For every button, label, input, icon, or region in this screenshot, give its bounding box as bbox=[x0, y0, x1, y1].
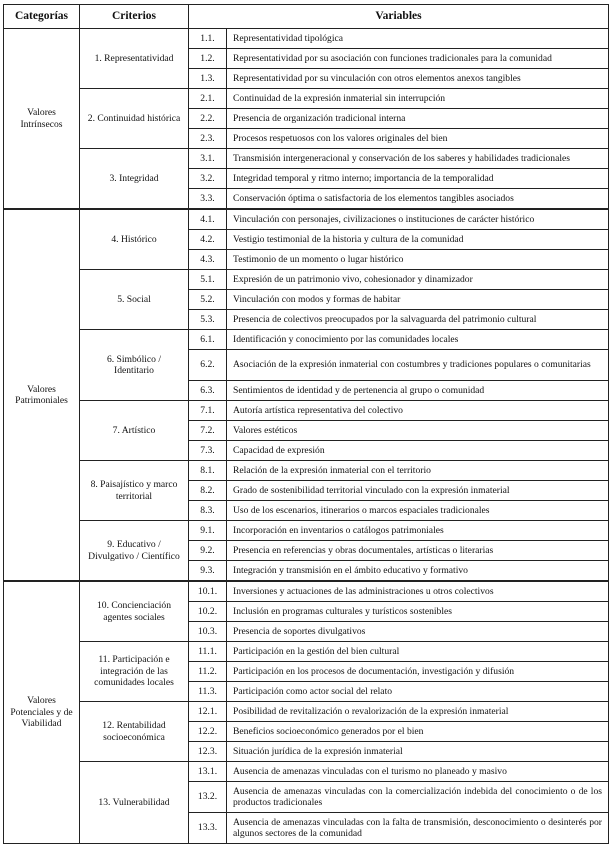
variable-text: Identificación y conocimiento por las comunidades locales bbox=[227, 330, 609, 350]
variable-text: Valores estéticos bbox=[227, 421, 609, 441]
variable-text: Presencia en referencias y obras documentales, artísticas o literarias bbox=[227, 541, 609, 561]
table-row bbox=[4, 29, 609, 49]
variable-number: 7.3. bbox=[189, 441, 227, 461]
table-row bbox=[4, 270, 609, 290]
variable-text: Vestigio testimonial de la historia y cultura de la comunidad bbox=[227, 230, 609, 250]
table-row bbox=[4, 521, 609, 541]
criteria-table bbox=[3, 4, 609, 844]
variable-text: Vinculación con modos y formas de habitar bbox=[227, 290, 609, 310]
table-row bbox=[4, 581, 609, 602]
variable-text: Integridad temporal y ritmo interno; importancia de la temporalidad bbox=[227, 169, 609, 189]
variable-text: Representatividad tipológica bbox=[227, 29, 609, 49]
variable-number: 1.2. bbox=[189, 49, 227, 69]
variable-number: 10.1. bbox=[189, 581, 227, 602]
criterion-cell: 9. Educativo / Divulgativo / Científico bbox=[80, 521, 189, 582]
variable-number: 5.2. bbox=[189, 290, 227, 310]
criterion-cell: 7. Artístico bbox=[80, 401, 189, 461]
header-criterios: Criterios bbox=[80, 5, 189, 29]
variable-number: 6.3. bbox=[189, 381, 227, 401]
variable-text: Representatividad por su asociación con funciones tradicionales para la comunidad bbox=[227, 49, 609, 69]
criterion-cell: 8. Paisajístico y marco territorial bbox=[80, 461, 189, 521]
criterion-cell: 5. Social bbox=[80, 270, 189, 330]
variable-text: Conservación óptima o satisfactoria de los elementos tangibles asociados bbox=[227, 189, 609, 210]
variable-text: Continuidad de la expresión inmaterial sin interrupción bbox=[227, 89, 609, 109]
table-row bbox=[4, 209, 609, 230]
variable-text: Ausencia de amenazas vinculadas con la comercialización indebida del conocimiento o de los productos tradicionales bbox=[227, 782, 609, 813]
variable-number: 13.1. bbox=[189, 762, 227, 782]
variable-number: 4.3. bbox=[189, 250, 227, 270]
criterion-cell: 6. Simbólico / Identitario bbox=[80, 330, 189, 401]
category-cell: Valores Intrínsecos bbox=[4, 29, 80, 210]
variable-number: 2.3. bbox=[189, 129, 227, 149]
variable-number: 1.3. bbox=[189, 69, 227, 89]
variable-number: 9.2. bbox=[189, 541, 227, 561]
variable-number: 12.2. bbox=[189, 722, 227, 742]
variable-text: Testimonio de un momento o lugar histórico bbox=[227, 250, 609, 270]
criterion-cell: 10. Concienciación agentes sociales bbox=[80, 581, 189, 642]
variable-text: Beneficios socioeconómico generados por el bien bbox=[227, 722, 609, 742]
variable-text: Uso de los escenarios, itinerarios o marcos espaciales tradicionales bbox=[227, 501, 609, 521]
variable-number: 6.1. bbox=[189, 330, 227, 350]
variable-number: 11.3. bbox=[189, 682, 227, 702]
table-row bbox=[4, 149, 609, 169]
variable-text: Relación de la expresión inmaterial con el territorio bbox=[227, 461, 609, 481]
variable-text: Integración y transmisión en el ámbito educativo y formativo bbox=[227, 561, 609, 582]
variable-text: Situación jurídica de la expresión inmaterial bbox=[227, 742, 609, 762]
table-row bbox=[4, 461, 609, 481]
criterion-cell: 12. Rentabilidad socioeconómica bbox=[80, 702, 189, 762]
variable-text: Sentimientos de identidad y de pertenencia al grupo o comunidad bbox=[227, 381, 609, 401]
variable-text: Grado de sostenibilidad territorial vinculado con la expresión inmaterial bbox=[227, 481, 609, 501]
criterion-cell: 13. Vulnerabilidad bbox=[80, 762, 189, 844]
header-categorias: Categorías bbox=[4, 5, 80, 29]
table-row bbox=[4, 702, 609, 722]
variable-number: 13.3. bbox=[189, 813, 227, 844]
variable-text: Ausencia de amenazas vinculadas con la falta de transmisión, desconocimiento o desinterés por algunos sectores de la comunidad bbox=[227, 813, 609, 844]
table-row bbox=[4, 89, 609, 109]
variable-text: Participación en la gestión del bien cultural bbox=[227, 642, 609, 662]
criterion-cell: 11. Participación e integración de las comunidades locales bbox=[80, 642, 189, 702]
variable-number: 7.2. bbox=[189, 421, 227, 441]
variable-number: 5.1. bbox=[189, 270, 227, 290]
table-row bbox=[4, 401, 609, 421]
criterion-cell: 3. Integridad bbox=[80, 149, 189, 210]
table-row bbox=[4, 330, 609, 350]
variable-number: 10.2. bbox=[189, 602, 227, 622]
variable-text: Ausencia de amenazas vinculadas con el turismo no planeado y masivo bbox=[227, 762, 609, 782]
criterion-cell: 2. Continuidad histórica bbox=[80, 89, 189, 149]
variable-text: Vinculación con personajes, civilizaciones o instituciones de carácter histórico bbox=[227, 209, 609, 230]
variable-number: 8.1. bbox=[189, 461, 227, 481]
variable-number: 7.1. bbox=[189, 401, 227, 421]
table-body bbox=[4, 29, 609, 844]
variable-text: Incorporación en inventarios o catálogos patrimoniales bbox=[227, 521, 609, 541]
header-variables: Variables bbox=[189, 5, 609, 29]
variable-number: 5.3. bbox=[189, 310, 227, 330]
variable-number: 2.2. bbox=[189, 109, 227, 129]
criterion-cell: 1. Representatividad bbox=[80, 29, 189, 89]
variable-number: 9.3. bbox=[189, 561, 227, 582]
variable-text: Inclusión en programas culturales y turísticos sostenibles bbox=[227, 602, 609, 622]
variable-text: Procesos respetuosos con los valores originales del bien bbox=[227, 129, 609, 149]
variable-text: Inversiones y actuaciones de las administraciones u otros colectivos bbox=[227, 581, 609, 602]
variable-number: 4.2. bbox=[189, 230, 227, 250]
variable-number: 3.1. bbox=[189, 149, 227, 169]
variable-number: 11.2. bbox=[189, 662, 227, 682]
table-header-row bbox=[4, 5, 609, 29]
variable-text: Expresión de un patrimonio vivo, cohesionador y dinamizador bbox=[227, 270, 609, 290]
category-cell: Valores Potenciales y de Viabilidad bbox=[4, 581, 80, 844]
variable-number: 3.3. bbox=[189, 189, 227, 210]
variable-text: Presencia de colectivos preocupados por la salvaguarda del patrimonio cultural bbox=[227, 310, 609, 330]
variable-text: Representatividad por su vinculación con otros elementos anexos tangibles bbox=[227, 69, 609, 89]
variable-text: Presencia de organización tradicional interna bbox=[227, 109, 609, 129]
table-row bbox=[4, 762, 609, 782]
variable-text: Asociación de la expresión inmaterial con costumbres y tradiciones populares o comunitarias bbox=[227, 350, 609, 381]
variable-text: Posibilidad de revitalización o revalorización de la expresión inmaterial bbox=[227, 702, 609, 722]
variable-text: Autoría artística representativa del colectivo bbox=[227, 401, 609, 421]
variable-number: 3.2. bbox=[189, 169, 227, 189]
variable-number: 8.3. bbox=[189, 501, 227, 521]
variable-number: 9.1. bbox=[189, 521, 227, 541]
category-cell: Valores Patrimoniales bbox=[4, 209, 80, 581]
variable-number: 4.1. bbox=[189, 209, 227, 230]
variable-text: Participación en los procesos de documentación, investigación y difusión bbox=[227, 662, 609, 682]
criterion-cell: 4. Histórico bbox=[80, 209, 189, 270]
variable-number: 1.1. bbox=[189, 29, 227, 49]
variable-number: 11.1. bbox=[189, 642, 227, 662]
variable-number: 12.3. bbox=[189, 742, 227, 762]
variable-text: Presencia de soportes divulgativos bbox=[227, 622, 609, 642]
variable-number: 8.2. bbox=[189, 481, 227, 501]
variable-text: Transmisión intergeneracional y conservación de los saberes y habilidades tradicionales bbox=[227, 149, 609, 169]
variable-number: 6.2. bbox=[189, 350, 227, 381]
table-row bbox=[4, 642, 609, 662]
variable-number: 13.2. bbox=[189, 782, 227, 813]
variable-number: 2.1. bbox=[189, 89, 227, 109]
variable-number: 12.1. bbox=[189, 702, 227, 722]
variable-text: Capacidad de expresión bbox=[227, 441, 609, 461]
variable-text: Participación como actor social del relato bbox=[227, 682, 609, 702]
variable-number: 10.3. bbox=[189, 622, 227, 642]
